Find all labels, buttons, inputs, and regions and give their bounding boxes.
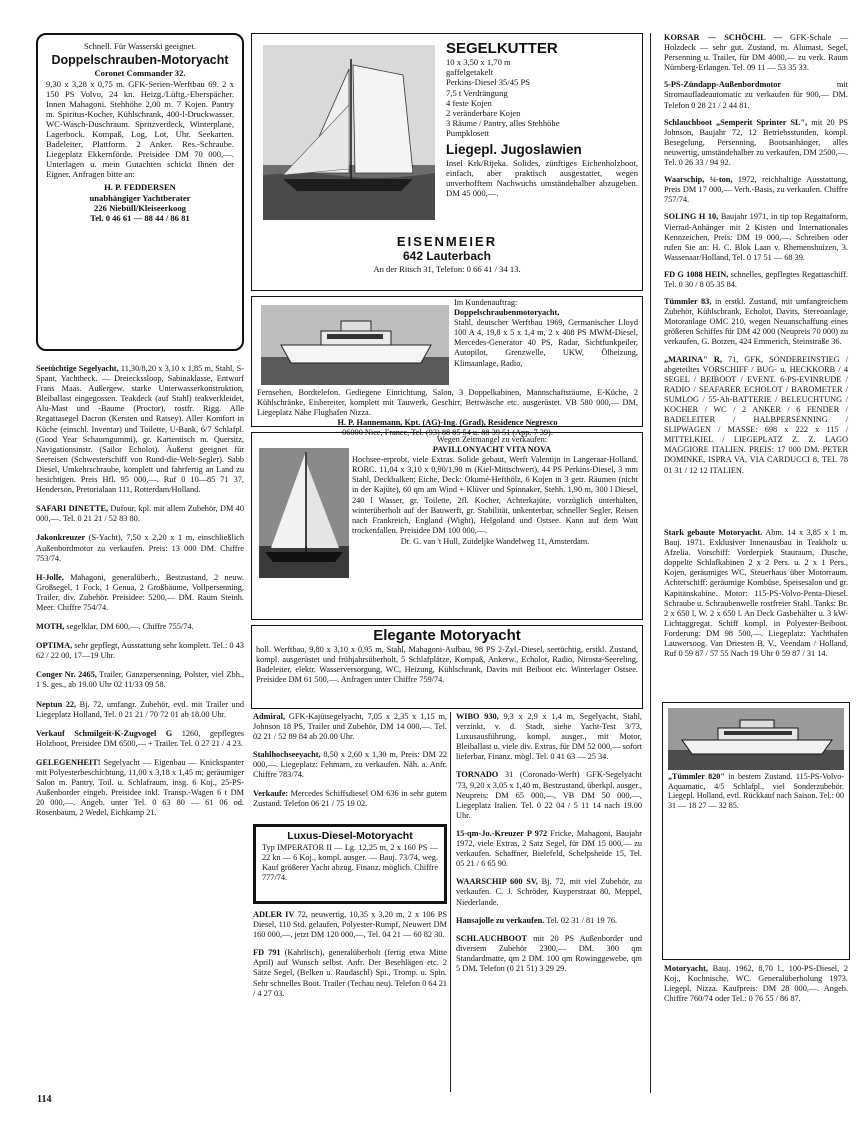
segelkutter-headline: Liegepl. Jugoslawien: [446, 141, 582, 157]
feddersen-headline: Doppelschrauben-Motoryacht: [51, 53, 229, 68]
stark-title: „Tümmler 820": [668, 772, 725, 781]
classified-ad: FD G 1088 HEIN, schnelles, gepflegtes Regattaschiff. Tel. 0 30 / 8 05 35 84.: [664, 269, 848, 289]
feddersen-dealer: H. P. FEDDERSEN: [104, 182, 176, 193]
kundenauftrag-contact2: 06000 Nice, France, Tel. (93) 88 85 54 u. 88 39 51 (App. 7 39).: [342, 428, 553, 438]
kundenauftrag-right: [454, 298, 638, 388]
classified-ad: 15-qm-Jo.-Kreuzer P 972 Fricke, Mahagoni, Baujahr 1972, viele Extras, 2 Satz Segel, für DM 15 000,— zu verkaufen. Schaffner, Bielefeld, Schelpsheide 15, Tel. 05 21 / 6 65 90.: [456, 828, 642, 869]
col1-ad-list: [36, 364, 244, 1094]
classified-ad: Stahlhochseeyacht, 8,50 x 2,60 x 1,30 m, Preis: DM 22 000,—. Liegeplatz: Fehmarn, zu verkaufen. Näh. a. Anfr. Chiffre 783/74.: [253, 750, 447, 780]
classified-ad: Tümmler 83, in erstkl. Zustand, mit umfangreichem Zubehör, Kühlschrank, Echolot, Davits, Stereoanlage, Motoranlage OMC 210, wegen Neuanschaffung eines größeren Schiffes für DM 42 000 (Neupreis 70 000) zu verkaufen, G. Botzen, 424 Emmerich, Steinstraße 36.: [664, 297, 848, 347]
spec-line: 10 x 3,50 x 1,70 m: [446, 57, 511, 67]
column-divider: [650, 33, 651, 1093]
classified-ad: Waarschip, ¼-ton, 1972, reichhaltige Ausstattung, Preis DM 17 000,— Verh.-Basis, zu verkaufen. Chiffre 757/74.: [664, 175, 848, 205]
feddersen-body: 9,30 x 3,28 x 0,75 m. GFK-Serien-Werftbau 69. 2 x 150 PS Volvo, 24 kn. Heizg./Lüftg.-Eberspächer. Innen Mahagoni. Stehhöhe 2,00 m. 7 Kojen. Pantry m. Spiritus-Kocher, Kühlschrank, 400-l-Druckwasser. WC-Wasch-Duschraum. Spritzverdeck, Winterplane, Lagerbock. Kompaß, Log, Lot, Uhr. Seekarten. Badeleiter, Plattform. 2 Anker. Res.-Schraube. Liegeplatz Ekkernförde. Preisidee DM 70 000,—. Unterlagen u. mein Gutachten schickt Ihnen der Eigner. Anfragen bitte an:: [46, 78, 234, 180]
classified-ad: Conger Nr. 2465, Trailer, Ganzpersenning, Polster, viel Zbh., 1 S. ges., ab 19.00 Uhr 02 11/33 09 58.: [36, 670, 245, 690]
elegante-title: Elegante Motoryacht: [373, 627, 521, 644]
classified-ad: WIBO 930, 9,3 x 2,9 x 1,4 m, Segelyacht, Stahl, verzinkt, v. d. Stadt, siehe Yacht-Test 3/73, Luxusausführung, kompl. ausger., mit Motor, Bleiballast u. viele div. Extras, für DM 52 000,— sofort lieferbar, Finanz. mögl. Tel. 0 41 63 — 25 34.: [456, 712, 642, 762]
feddersen-tel: Tel. 0 46 61 — 88 44 / 86 81: [90, 212, 190, 223]
photo-float-spacer: [256, 455, 352, 593]
classified-ad: MOTH, segelklar, DM 600,—. Chiffre 755/74.: [36, 622, 194, 632]
classified-ad: Jakonkreuzer (S-Yacht), 7,50 x 2,20 x 1 m, einschließlich Außenbordmotor zu verkaufen. Preis: 13 000 DM. Chiffre 753/74.: [36, 533, 244, 563]
pavillon-body: Hochsee-erprobt, viele Extras. Solide gebaut, Werft Valentijn in Langeraar-Holland. RORC. 11,04 x 3,10 x 0,90/1,90 m (Kiel-Mittschwert), 44 PS Perkins-Diesel, 3 mm Stahl, Deckbalken: Eiche, Deck: Okumé-Hefthölz, 6 Kojen in 3 getr. Räumen (nicht in der Kajüte), 60 qm am Wind + Klüver und Spinnaker, Stehh. 1,90 m, 300 l Diesel, 240 l Wasser, gr. Toilette, 2fl. Kocher, Achterkajüte, vorzüglich unterhalten, winterüberholt auf der Bauwerft, gr. Stabilität, unkenterbar, schneller Segler, Reisen nach Frankreich, England (Wight), Helgoland und Ostsee. Kann auf dem Watt trockenfallen. Preisidee DM 100 000,—.: [352, 455, 638, 535]
kundenauftrag-text2: Fernsehen, Bordtelefon. Gediegene Einrichtung, Salon, 3 Doppelkabinen, Mannschaftsräume, E-Küche, 2 Kühlschränke, Eisbereiter, komplett mit Tauwerk, Geschirr, Bettwäsche etc. ausgerüstet. VB 580 000,— DM, Liegeplatz Nähe Flughafen Nizza.: [257, 388, 638, 418]
sailing-cutter-photo: [263, 45, 435, 220]
classified-ad: 5-PS-Zündapp-Außenbordmotor mit Stromaufladeautomatic zu verkaufen für 900,— DM. Telefon 0 28 21 / 2 44 81.: [664, 80, 848, 110]
eisenmeier-city: 642 Lauterbach: [402, 249, 492, 263]
spec-line: 2 veränderbare Kojen: [446, 108, 521, 119]
classified-ad: Neptun 22, Bj. 72, umfangr. Zubehör, evtl. mit Trailer und Liegeplatz Holland, Tel. 0 21 21 / 70 72 01 ab 18.00 Uhr.: [36, 699, 244, 719]
classified-ad: TORNADO 31 (Coronado-Werft) GFK-Segelyacht '73, 9,20 x 3,05 x 1,40 m, Bestzustand, überkpl. ausger., Neupreis: DM 65 000,—, VB DM 50 000,—, Liegeplatz Italien. Tel. 0 22 04 / 5 11 14 nach 19.00 Uhr.: [456, 770, 642, 820]
classified-ad: WAARSCHIP 600 SV, Bj. 72, mit viel Zubehör, zu verkaufen. C. J. Schröder, Kuyperstraat 80, Meppel, Niederlande.: [456, 877, 642, 907]
col2-ad-list-b: [253, 910, 447, 1090]
kundenauftrag-contact: H. P. Hannemann, Kpt. (AG)-Ing. (Grad), Residence Negresco: [337, 418, 558, 428]
kundenauftrag-intro: Im Kundenauftrag:: [454, 298, 518, 307]
eisenmeier-block: [256, 234, 638, 288]
eisenmeier-address: An der Ritsch 31, Telefon: 0 66 41 / 34 13.: [373, 264, 521, 274]
pavillon-title: PAVILLONYACHT VITA NOVA: [432, 445, 552, 455]
kundenauftrag-title: Doppelschraubenmotoryacht,: [454, 308, 560, 318]
pavillon-contact: Dr. G. van 't Hull, Zuideljke Wandelweg 11, Amsterdam.: [400, 536, 590, 546]
classified-ad: Motoryacht, Bauj. 1962, 8,70 l., 100-PS-Diesel, 2 Koj., Kochnische, WC. Generalüberholung 1973. Liegepl. Nizza. Kaufpreis: DM 28 000,—. Angeb. Chiffre 760/74 oder Tel.: 0 76 55 / 86 87.: [664, 964, 848, 1004]
luxus-ad: [253, 824, 447, 904]
col3-ad-list: [456, 712, 642, 1092]
marina-ad: Stark gebaute Motoryacht. Abm. 14 x 3,85 x 1 m. Bauj. 1971. Exklusiver Innenausbau in Teakholz u. Afzelia. Vorschiff: Vorderpiek Stauraum, Dusche, doppelte Schlafkabinen 2 x 2 Pers. u. 2 x 1 Pers., Kojen, geräumiges WC, Steuerhaus über Motorraum. Achterschiff: geräumige Kombüse, Speisesalon und gr. Kapitänskabine. Motor: 115-PS-Volvo-Penta-Diesel. Schraube u. Schraubenwelle rostfreier Stahl. Tanks: Br. 2 x 650 l, W. 2 x 650 l. An Deck Gasbehälter u. 3 kW-Lichtaggregat. Schiff kompl. in Polyester-Beiboot. Forderung: DM 98 500,—. Liegeplatz: Yachthafen Lauwersoog. Van Driesten B. V., Veendam / Holland, Ruf 0 59 87 / 57 55 Nach 19 Uhr 0 59 87 / 31 14.: [664, 528, 848, 700]
kundenauftrag-text: Stahl, deutscher Werftbau 1969, Germanischer Lloyd 100 A 4, 19,8 x 5 x 1,4 m, 2 x 408 PS MWM-Diesel, Mercedes-Generator 40 PS, Radar, Sichtfunkpeiler, Autopilot, Grenzwelle, UKW, Ölheizung, Klimaanlage, Radio,: [454, 318, 638, 368]
motoryacht-photo: [261, 305, 449, 385]
classified-ad: Hansajolle zu verkaufen. Tel. 02 31 / 81 19 76.: [456, 915, 618, 925]
classified-ad: H-Jolle, Mahagoni, generalüberh., Bestzustand, 2 neuw. Großsegel, 1 Fock, 1 Genua, 2 Großbäume, Vollpersenning, Trailer, div. Zubehör. Preisidee: 5200,— DM. Raum Steinh. Meer. Chiffre 754/74.: [36, 572, 244, 612]
stark-motoryacht-photo: [668, 708, 844, 770]
col2-ad-list: [253, 712, 447, 822]
classified-ad: Seetüchtige Segelyacht, 11,30/8,20 x 3,10 x 1,85 m, Stahl, S-Spant, Yachtheck. — Dreieckssloop, Sabinaklasse, Entwurf Frans Maas. Außergew. starke Unterwasserkonstruktion, Bleiballast eingegossen. Teakdeck (auf Stahl) teakverkleidet, Alu-Mast und -Baume (Proctor), rostfr. Rigg. Alle Regattasegel Dacron (Kersten und Ratsey). Aller Komfort in Küche (einschl. Inventar) und Toilette, U-Bank, 6/7 Schlafpl. (Good Year Schaumgummi), gr. Kartentisch m. Quersitz, Navigationsinstr. (Sailor Echolot). Äußerst geeignet für Seereisen (Schwesterschiff von Rund-die-Welt-Segler). Sabb Diesel, Umkehrschraube, komplett und fahrfertig an Land zu besichtigen. Preis Hfl. 95 000,—. Ruf 0 10—85 71 37, Henderson, Pretorialaan 111, Rotterdam/Holland.: [36, 364, 244, 495]
classified-ad: OPTIMA, sehr gepflegt, Ausstattung sehr komplett. Tel.: 0 43 62 / 22 00, 17—19 Uhr.: [36, 641, 244, 661]
classified-ad: Verkauf Schmilgeit-K-Zugvogel G 1260, gepflegtes Holzboot, Preisidee DM 6500,— + Trailer. Tel. 0 27 21 / 4 23.: [36, 728, 244, 748]
classified-ad: FD 791 (Kahrlisch), generalüberholt (fertig etwa Mitte April) auf Wunsch selbst. Anfr. Der Besehlägen etc. 2 Sätze Segel, (Belken u. Raudaschl) Spi., Tromp. u. Spin. Sehr schnelles Boot. Trailer (Techau neu). Telefon 0 64 21 / 4 27 03.: [253, 948, 447, 998]
col4-ad-list-b: [664, 964, 848, 1092]
feddersen-ad: [36, 33, 244, 351]
classified-ad: GELEGENHEIT! Segelyacht — Eigenbau — Knickspanter mit Polyesterbeschichtung, 11,00 x 3,18 x 1,45 m; geräumiger Salon m. Pantry, Toil. u. Schlafraum, insg. 6 Koj., 25-PS-Außenborder eingeb. Preisidee inkl. Transp.-Wagen 6 t DM 20 000,—. Angeb. unter Tel. 0 63 80 — 61 06 od. Rosenbaum, 2 Wedel, Eichkamp 21.: [36, 757, 244, 818]
classified-ad: Verkaufe: Mercedes Schiffsdiesel OM 636 in sehr gutem Zustand. Telefon 06 21 / 75 19 02.: [253, 788, 447, 808]
elegante-body: holl. Werftbau, 9,80 x 3,10 x 0,95 m, Stahl, Mahagoni-Aufbau, 98 PS 2-Zyl.-Diesel, seetüchtig, erstkl. Zustand, kompl. ausgerüstet und frühjahrsüberholt, 5 Schlafplätze, Kompaß, Ankerw., Echolot, Radio, Nirosta-Seereling, Badeleiter, elektr. Wasserversorgung, WC, Heizung, Kühlschrank, Davits mit Beiboot etc. Winterlager Ostsee. Preisidee DM 61 500,—. Anfragen unter Chiffre 759/74.: [256, 645, 638, 685]
pavillon-intro: Wegen Zeitmangel zu verkaufen:: [436, 435, 548, 444]
classified-ad: SOLING H 10, Baujahr 1971, in tip top Regattaform, Vierrad-Anhänger mit 2 Kisten und Internationales Kennzeichen, Preis: DM 19 000,—. Schreiben oder rufen Sie an: H. C. Blok Laan v. Rhemenshuizen, 3. Wassenaar/Holland, Tel. 0 17 51 — 68 39.: [664, 212, 849, 262]
eisenmeier-name: EISENMEIER: [396, 234, 498, 249]
page-number: 114: [37, 1094, 52, 1105]
classified-ad: SAFARI DINETTE, Dufour, kpl. mit allem Zubehör, DM 40 000,—. Tel. 0 21 21 / 52 83 80.: [36, 504, 244, 524]
spec-line: 3 Räume / Pantry, alles Stehhöhe: [446, 118, 560, 129]
classified-ad: „MARINA" R, 71, GFK, SONDEREINSTIEG / abgeteiltes VORSCHIFF / BUG- u. HECKKORB / 4 SEGEL / BEIBOOT / EVENT. 6-PS-EVINRUDE / RADIO / SEAFARER ECHOLOT / BAROMETER / SUMLOG / 55-Ah-BATTERIE / BELEUCHTUNG / KOCHER / WC / 2 ANKER / 6 FENDER / BADELEITER / HALBPERSENNING / SLIPWAGEN / MASSE: 698 x 222 x 115 / MITTELKIEL / LIEGEPLATZ Z. Z. LAGO MAGGIORE ITALIEN. PREIS: 17 000 DM. PETER DOMINKE, ISPRA VA, VIA CARDUCCI 8, TEL 78 01 31 / 12 12 ITALIEN.: [664, 354, 848, 475]
spec-line: gaffelgetakelt: [446, 67, 494, 78]
kundenauftrag-bottom: [257, 388, 638, 438]
luxus-body: Typ IMPERATOR II — Lg. 12,25 m, 2 x 160 PS — 22 kn — 6 Koj., kompl. ausger. — Bauj. 73/74, weg. Kauf größerer Yacht abzug. Finanz. möglich. Chiffre 777/74.: [262, 843, 438, 883]
spec-line: 7,5 t Verdrängung: [446, 87, 508, 98]
luxus-title: Luxus-Diesel-Motoryacht: [287, 830, 413, 842]
feddersen-address: 226 Niebüll/Kleiseerkoog: [94, 202, 186, 213]
feddersen-model: Coronet Commander 32.: [94, 68, 186, 79]
classified-ad: ADLER IV 72, neuwertig, 10,35 x 3,20 m, 2 x 106 PS Diesel, 110 Std. gelaufen, Polyester-Rumpf, Neuwert DM 160 000,—, jetzt DM 120 000,—, Tel. 04 21 — 60 82 30.: [253, 910, 448, 940]
classified-ad: Admiral, GFK-Kajütsegelyacht, 7,05 x 2,35 x 1,15 m, Johnson 18 PS, Trailer und Zubehör, DM 14 000,—. Tel. 02 21 / 52 89 84 ab 20.00 Uhr.: [253, 712, 447, 742]
stark-motoryacht-text: [668, 772, 844, 958]
segelkutter-title: SEGELKUTTER: [446, 40, 558, 57]
spec-line: Pumpklosett: [446, 128, 489, 139]
classified-ad: KORSAR — SCHÖCHL — GFK-Schale — Holzdeck — sehr gut. Zustand, m. Alumast, Segel, Persenning u. Trailer, für DM 4000,— zu verk. Raum Nürnberg-Erlangen. Tel. 09 11 — 53 35 33.: [664, 33, 848, 73]
segelkutter-text: [446, 40, 638, 240]
spec-line: 4 feste Kojen: [446, 97, 492, 108]
spec-line: Perkins-Diesel 35/45 PS: [446, 77, 531, 88]
feddersen-intro: Schnell. Für Wasserski geeignet.: [83, 41, 197, 51]
classified-ad: SCHLAUCHBOOT mit 20 PS Außenborder und diversem Zubehör 2300,— DM. 300 qm Standardmatte, qm 2 DM. 100 qm Rowinggewebe, qm 5 DM. Telefon (0 21 51) 3 29 29.: [456, 933, 642, 973]
feddersen-dealer2: unabhängiger Yachtberater: [89, 192, 191, 203]
column-divider: [450, 712, 451, 1092]
classified-ad: Schlauchboot „Semperit Sprinter SL", mit 20 PS Johnson, Baujahr 72, 12 Betriebsstunden, kompl. Besegelung, Persenning, Bootsanhänger, alles neuwertig, umständehalber zu verkaufen, DM 2500,—. Tel. 0 26 33 / 94 92.: [664, 117, 848, 168]
elegante-text: [256, 627, 638, 707]
pavillon-text: [256, 435, 638, 618]
stark-body: in bestem Zustand. 115-PS-Volvo-Aquamatic, 4/5 Schlafpl., viel Sonderzubehör. Liegepl. Holland, evtl. Rückkauf nach Saison. Tel.: 00 31 — 18 27 — 32 85.: [668, 772, 844, 810]
segelkutter-body: Insel Krk/Rijeka. Solides, zünftiges Eichenholzboot, einfach, aber praktisch ausgestattet, wegen unverhofftem Nachwuchs umständehalber abzugeben. DM 45 000,—.: [446, 157, 638, 199]
